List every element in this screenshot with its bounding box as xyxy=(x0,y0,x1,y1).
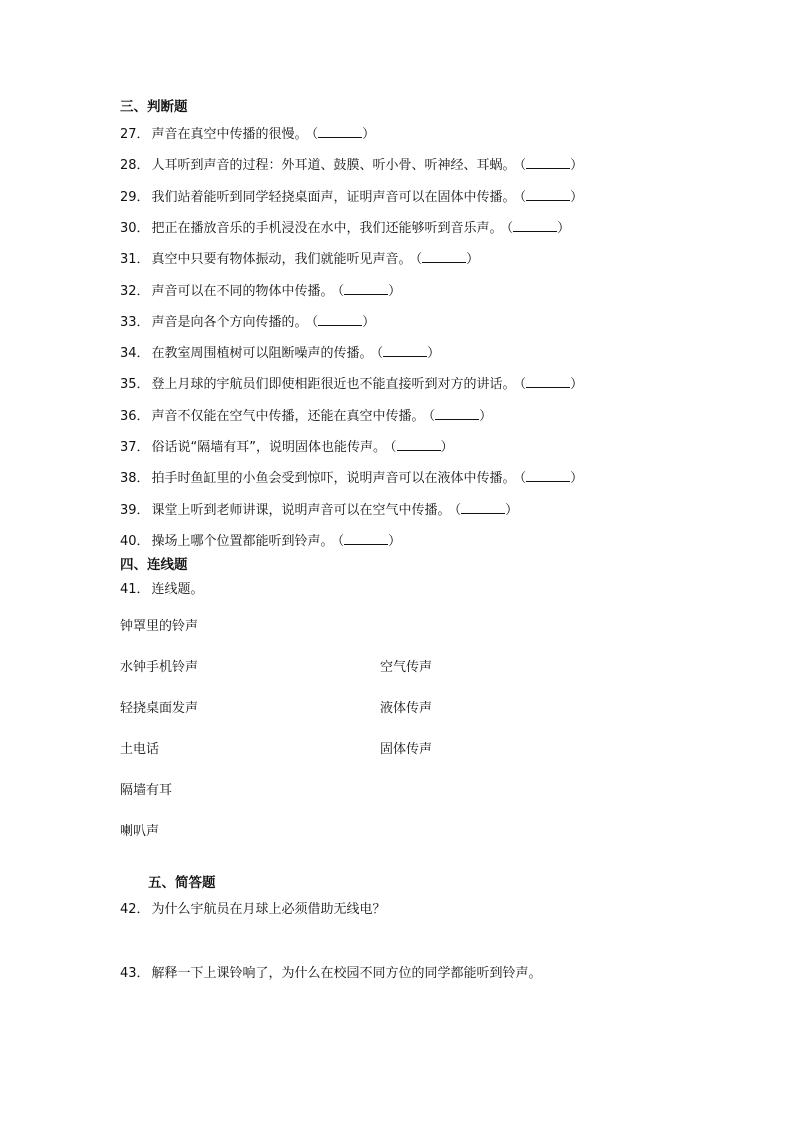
paren-open: （ xyxy=(390,440,397,455)
answer-parentheses xyxy=(416,252,480,267)
judgment-question xyxy=(120,126,375,143)
answer-parentheses xyxy=(455,503,519,518)
question-number: 43． xyxy=(120,966,150,981)
matching-left-item[interactable]: 钟罩里的铃声 xyxy=(120,619,199,634)
question-text: 声音是向各个方向传播的。 xyxy=(151,315,308,330)
answer-blank[interactable] xyxy=(526,189,570,201)
judgment-question xyxy=(120,251,479,268)
paren-close: ） xyxy=(427,346,441,361)
section-title-matching: 四、连线题 xyxy=(120,557,188,573)
answer-blank[interactable] xyxy=(344,533,388,545)
answer-blank[interactable] xyxy=(318,126,362,138)
question-number: 38． xyxy=(120,471,150,486)
paren-open: （ xyxy=(519,377,527,392)
paren-open: （ xyxy=(506,221,514,236)
judgment-question xyxy=(120,189,583,206)
section-title-judgment: 三、判断题 xyxy=(120,99,188,115)
paren-open: （ xyxy=(415,252,423,267)
question-text: 人耳听到声音的过程：外耳道、鼓膜、听小骨、听神经、耳蜗。 xyxy=(151,158,516,173)
answer-parentheses xyxy=(520,377,584,392)
question-number: 36． xyxy=(120,409,150,424)
answer-blank[interactable] xyxy=(526,157,570,169)
question-number: 29． xyxy=(120,190,150,205)
answer-parentheses xyxy=(338,284,402,299)
question-number: 31． xyxy=(120,252,150,267)
judgment-question xyxy=(120,502,518,519)
matching-left-item[interactable]: 隔墙有耳 xyxy=(120,783,173,798)
question-text: 声音在真空中传播的很慢。 xyxy=(151,127,308,142)
paren-close: ） xyxy=(388,284,402,299)
question-number: 35． xyxy=(120,377,150,392)
answer-blank[interactable] xyxy=(526,470,570,482)
paren-close: ） xyxy=(479,409,493,424)
question-text: 登上月球的宇航员们即使相距很近也不能直接听到对方的讲话。 xyxy=(151,377,516,392)
paren-open: （ xyxy=(376,346,384,361)
answer-blank[interactable] xyxy=(422,251,466,263)
paren-close: ） xyxy=(388,534,402,549)
question-number: 30． xyxy=(120,221,150,236)
matching-right-item[interactable]: 固体传声 xyxy=(380,742,433,757)
paren-close: ） xyxy=(570,377,584,392)
answer-parentheses xyxy=(390,440,454,455)
paren-open: （ xyxy=(519,158,527,173)
question-number: 40． xyxy=(120,534,150,549)
question-text: 解释一下上课铃响了，为什么在校园不同方位的同学都能听到铃声。 xyxy=(151,966,542,981)
question-text: 声音可以在不同的物体中传播。 xyxy=(151,284,334,299)
answer-blank[interactable] xyxy=(435,408,479,420)
question-text: 声音不仅能在空气中传播，还能在真空中传播。 xyxy=(151,409,425,424)
answer-parentheses xyxy=(312,315,376,330)
question-number: 42． xyxy=(120,902,150,917)
paren-close: ） xyxy=(466,252,480,267)
question-number: 41． xyxy=(120,582,150,597)
paren-open: （ xyxy=(428,409,436,424)
paren-close: ） xyxy=(570,190,584,205)
question-text: 连线题。 xyxy=(151,582,204,597)
question-number: 33． xyxy=(120,315,150,330)
question-text: 我们站着能听到同学轻挠桌面声，证明声音可以在固体中传播。 xyxy=(151,190,516,205)
question-text: 在教室周围植树可以阻断噪声的传播。 xyxy=(151,346,373,361)
paren-close: ） xyxy=(505,503,519,518)
judgment-question xyxy=(120,220,570,237)
question-text: 为什么宇航员在月球上必须借助无线电？ xyxy=(151,902,386,917)
question-text: 俗话说“隔墙有耳”，说明固体也能传声。 xyxy=(151,440,387,455)
section-title-short-answer: 五、简答题 xyxy=(148,875,216,891)
answer-blank[interactable] xyxy=(461,502,505,514)
question-number: 34． xyxy=(120,346,150,361)
answer-blank[interactable] xyxy=(526,376,570,388)
judgment-question xyxy=(120,470,583,487)
question-number: 28． xyxy=(120,158,150,173)
matching-question xyxy=(120,582,204,598)
paren-open: （ xyxy=(519,471,527,486)
paren-close: ） xyxy=(362,315,376,330)
judgment-question xyxy=(120,157,583,174)
paren-open: （ xyxy=(311,127,319,142)
judgment-question xyxy=(120,376,583,393)
matching-left-item[interactable]: 喇叭声 xyxy=(120,824,160,839)
matching-right-item[interactable]: 液体传声 xyxy=(380,701,433,716)
judgment-question xyxy=(120,408,492,425)
paren-close: ） xyxy=(570,471,584,486)
short-answer-question xyxy=(120,902,386,918)
question-number: 39． xyxy=(120,503,150,518)
judgment-question xyxy=(120,314,375,331)
judgment-question xyxy=(120,533,401,550)
question-text: 操场上哪个位置都能听到铃声。 xyxy=(151,534,334,549)
paren-close: ） xyxy=(570,158,584,173)
judgment-question xyxy=(120,283,401,300)
paren-open: （ xyxy=(311,315,319,330)
answer-blank[interactable] xyxy=(383,345,427,357)
paren-close: ） xyxy=(440,440,454,455)
answer-parentheses xyxy=(507,221,571,236)
question-text: 把正在播放音乐的手机浸没在水中，我们还能够听到音乐声。 xyxy=(151,221,503,236)
answer-parentheses xyxy=(429,409,493,424)
matching-left-item[interactable]: 轻挠桌面发声 xyxy=(120,701,199,716)
question-text: 拍手时鱼缸里的小鱼会受到惊吓，说明声音可以在液体中传播。 xyxy=(151,471,516,486)
answer-parentheses xyxy=(338,534,402,549)
answer-parentheses xyxy=(520,471,584,486)
matching-right-item[interactable]: 空气传声 xyxy=(380,660,433,675)
question-text: 课堂上听到老师讲课，说明声音可以在空气中传播。 xyxy=(151,503,451,518)
answer-blank[interactable] xyxy=(513,220,557,232)
question-number: 37． xyxy=(120,440,150,455)
answer-blank[interactable] xyxy=(318,314,362,326)
answer-parentheses xyxy=(377,346,441,361)
answer-parentheses xyxy=(520,158,584,173)
paren-open: （ xyxy=(519,190,527,205)
answer-blank[interactable] xyxy=(397,439,441,451)
answer-parentheses xyxy=(520,190,584,205)
matching-left-item[interactable]: 土电话 xyxy=(120,742,160,757)
answer-blank[interactable] xyxy=(344,283,388,295)
judgment-question xyxy=(120,345,440,362)
paren-close: ） xyxy=(557,221,571,236)
question-number: 32． xyxy=(120,284,150,299)
judgment-question xyxy=(120,439,454,456)
paren-close: ） xyxy=(362,127,376,142)
paren-open: （ xyxy=(454,503,462,518)
question-text: 真空中只要有物体振动，我们就能听见声音。 xyxy=(151,252,412,267)
short-answer-question xyxy=(120,966,542,982)
paren-open: （ xyxy=(337,534,345,549)
matching-left-item[interactable]: 水钟手机铃声 xyxy=(120,660,199,675)
question-number: 27． xyxy=(120,127,150,142)
answer-parentheses xyxy=(312,127,376,142)
paren-open: （ xyxy=(337,284,345,299)
